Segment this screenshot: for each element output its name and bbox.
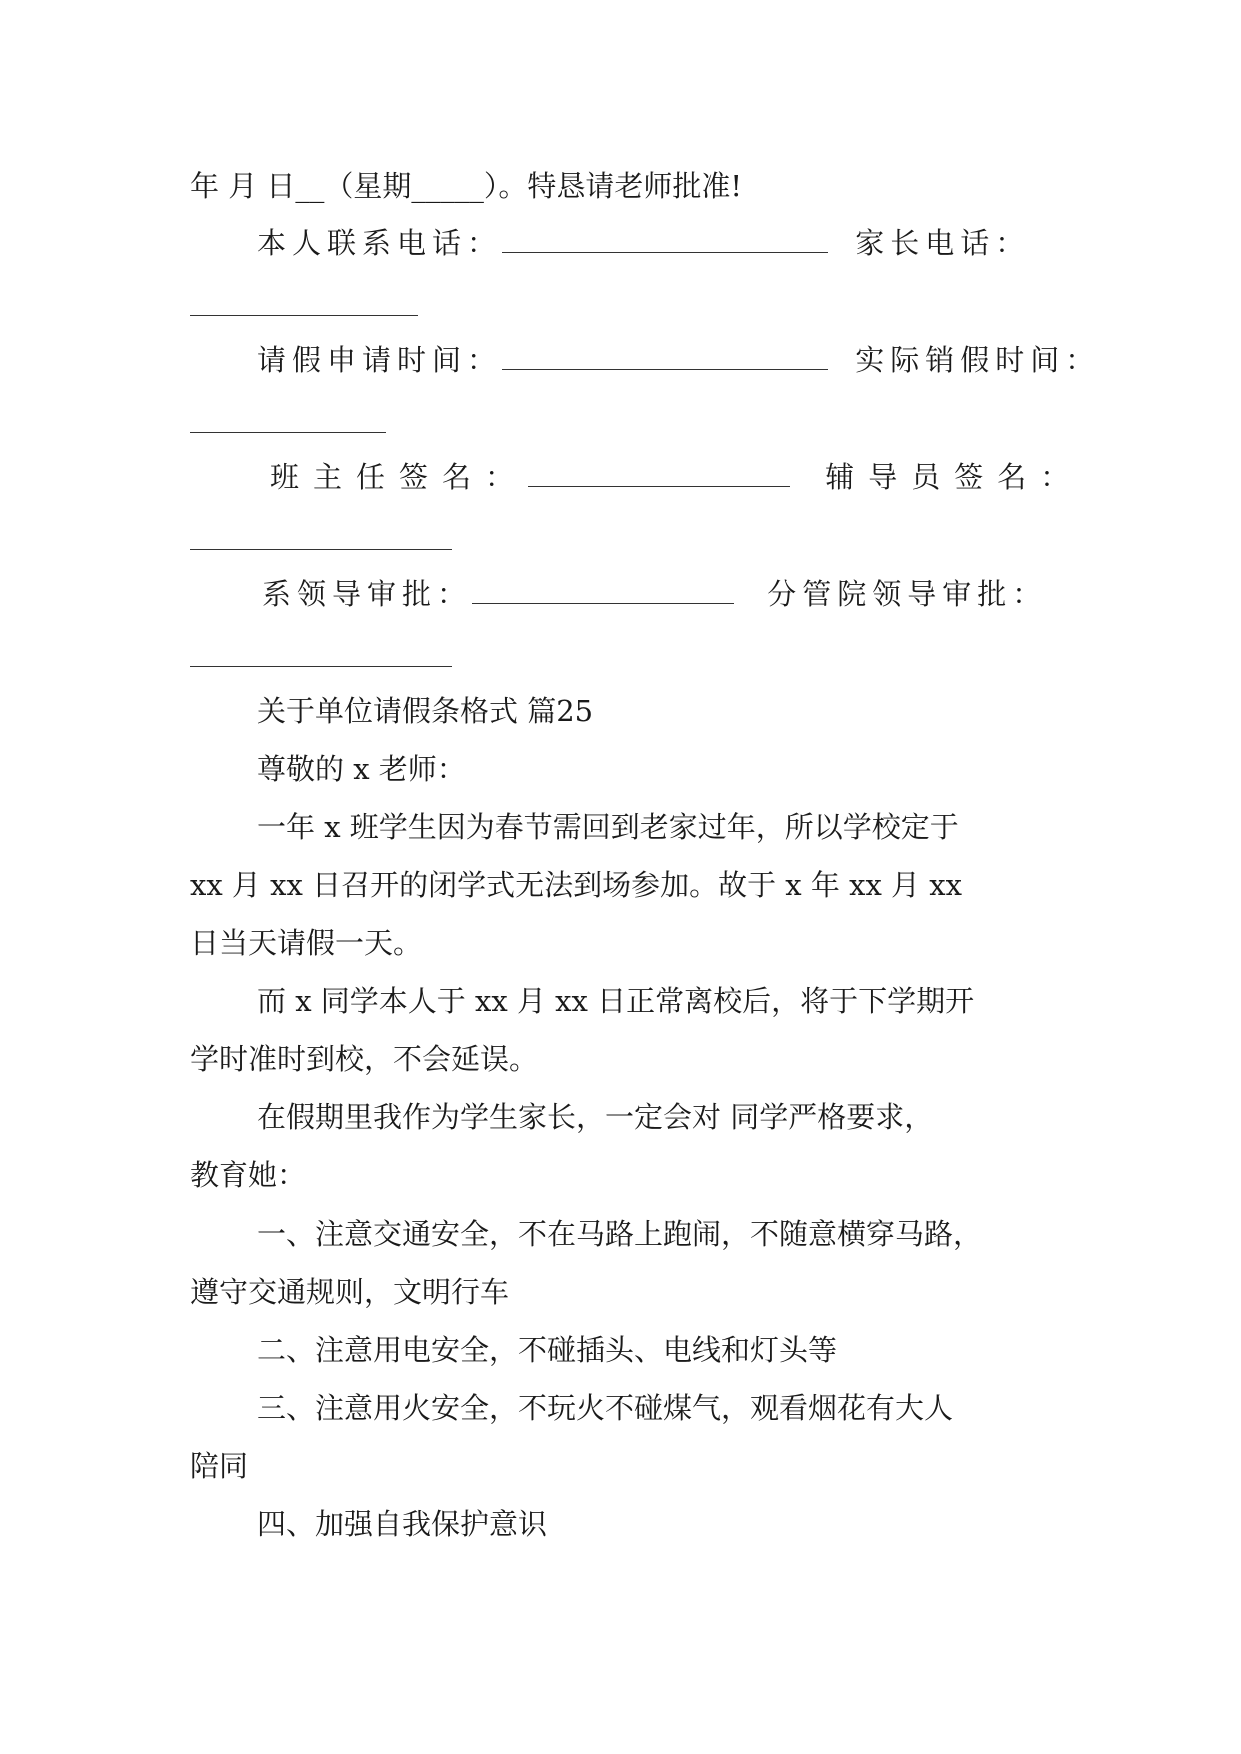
cancel-time-blank <box>190 432 386 433</box>
section-title: 关于单位请假条格式 篇25 <box>257 694 594 728</box>
cancel-time-label: 实际销假时间： <box>855 343 1101 377</box>
item-3-line-1: 三、注意用火安全，不玩火不碰煤气，观看烟花有大人 <box>257 1391 954 1425</box>
college-label: 分管院领导审批： <box>767 577 1048 611</box>
item-2: 二、注意用电安全，不碰插头、电线和灯头等 <box>257 1333 838 1367</box>
paragraph-3-line-2: 教育她： <box>190 1158 307 1192</box>
paragraph-1-line-1: 一年 x 班学生因为春节需回到老家过年，所以学校定于 <box>257 810 959 844</box>
head-teacher-blank <box>528 460 790 487</box>
item-3-line-2: 陪同 <box>190 1449 249 1483</box>
item-4: 四、加强自我保护意识 <box>257 1507 548 1541</box>
head-teacher-row <box>270 459 1083 495</box>
college-blank <box>190 666 452 667</box>
paragraph-3-line-1: 在假期里我作为学生家长，一定会对 同学严格要求， <box>257 1100 934 1134</box>
paragraph-2-line-1: 而 x 同学本人于 xx 月 xx 日正常离校后，将于下学期开 <box>257 984 975 1018</box>
leave-time-row <box>257 342 1101 378</box>
phone-blank <box>502 226 828 253</box>
paragraph-1-line-3: 日当天请假一天。 <box>190 926 423 960</box>
parent-phone-blank <box>190 315 418 316</box>
paragraph-2-line-2: 学时准时到校，不会延误。 <box>190 1042 539 1076</box>
item-1-line-1: 一、注意交通安全，不在马路上跑闹，不随意横穿马路， <box>257 1217 983 1251</box>
date-line: 年 月 日__（星期_____）。特恳请老师批准! <box>190 169 743 203</box>
counselor-label: 辅导员签名： <box>825 460 1084 494</box>
dept-label: 系领导审批： <box>262 577 473 611</box>
phone-label: 本人联系电话： <box>257 226 503 260</box>
leave-time-blank <box>502 343 828 370</box>
head-teacher-label: 班主任签名： <box>270 460 529 494</box>
item-1-line-2: 遵守交通规则，文明行车 <box>190 1275 510 1309</box>
dept-row <box>262 576 1075 612</box>
dept-blank <box>472 577 734 604</box>
leave-time-label: 请假申请时间： <box>257 343 503 377</box>
counselor-blank <box>190 549 452 550</box>
parent-phone-label: 家长电话： <box>855 226 1031 260</box>
phone-row <box>257 225 1070 261</box>
paragraph-1-line-2: xx 月 xx 日召开的闭学式无法到场参加。故于 x 年 xx 月 xx <box>190 868 962 902</box>
salutation: 尊敬的 x 老师： <box>257 752 466 786</box>
